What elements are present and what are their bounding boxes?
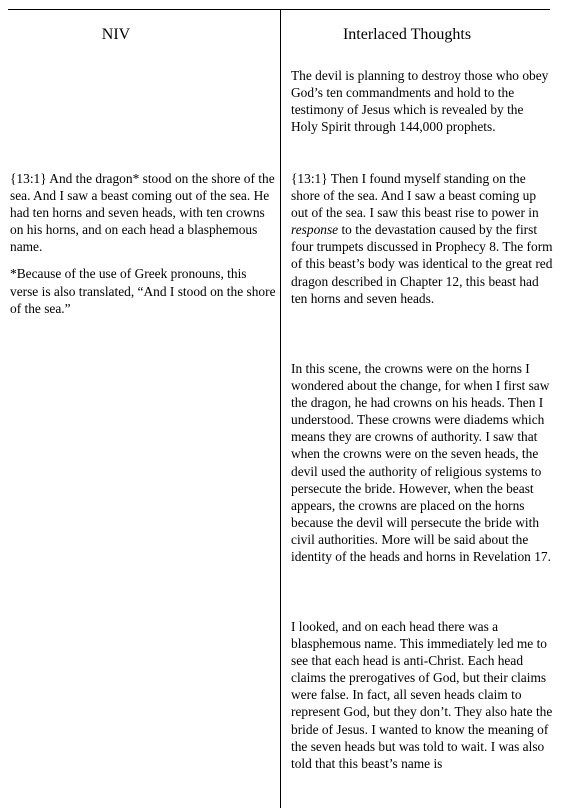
header-niv: NIV	[101, 26, 131, 43]
para1-after: to the devastation caused by the first four trumpets discussed in Prophecy 8. The form of this beast’s body was identical to the great red dragon described in Chapter 12, this beast had ten horns and seven heads.	[291, 222, 553, 306]
header-interlaced-thoughts: Interlaced Thoughts	[342, 26, 472, 43]
niv-footnote: *Because of the use of Greek pronouns, this verse is also translated, “And I stood on the shore of the sea.”	[10, 266, 276, 316]
intro-paragraph: The devil is planning to destroy those who obey God’s ten commandments and hold to the testimony of Jesus which is revealed by the Holy Spirit through 144,000 prophets.	[291, 68, 549, 135]
commentary-paragraph-3: I looked, and on each head there was a blasphemous name. This immediately led me to see that each head is anti-Christ. Each head claims the prerogatives of God, but their claims were false. In fact, all seven heads claim to represent God, but they don’t. They also hate the bride of Jesus. I wanted to know the meaning of the seven heads but was told to wait. I was also told that this beast’s name is	[291, 619, 553, 771]
para1-emphasis: response	[291, 222, 339, 238]
para1-before: {13:1} Then I found myself standing on the shore of the sea. And I saw a beast coming up out of the sea. I saw this beast rise to power in	[291, 171, 539, 221]
commentary-paragraph-2: In this scene, the crowns were on the horns I wondered about the change, for when I first saw the dragon, he had crowns on his heads. Then I understood. These crowns were diadems which means they are crowns of authority. I saw that when the crowns were on the seven heads, the devil used the authority of religious systems to persecute the bride. However, when the beast appears, the crowns are placed on the horns because the devil will persecute the bride with civil authorities. More will be said about the identity of the heads and horns in Revelation 17.	[291, 361, 551, 565]
commentary-paragraph-1	[291, 170, 553, 307]
top-rule	[8, 9, 550, 10]
niv-column	[10, 170, 278, 317]
column-divider	[280, 9, 281, 808]
niv-verse: {13:1} And the dragon* stood on the shore of the sea. And I saw a beast coming out of the sea. He had ten horns and seven heads, with ten crowns on his horns, and on each head a blasphemous name.	[10, 171, 275, 255]
